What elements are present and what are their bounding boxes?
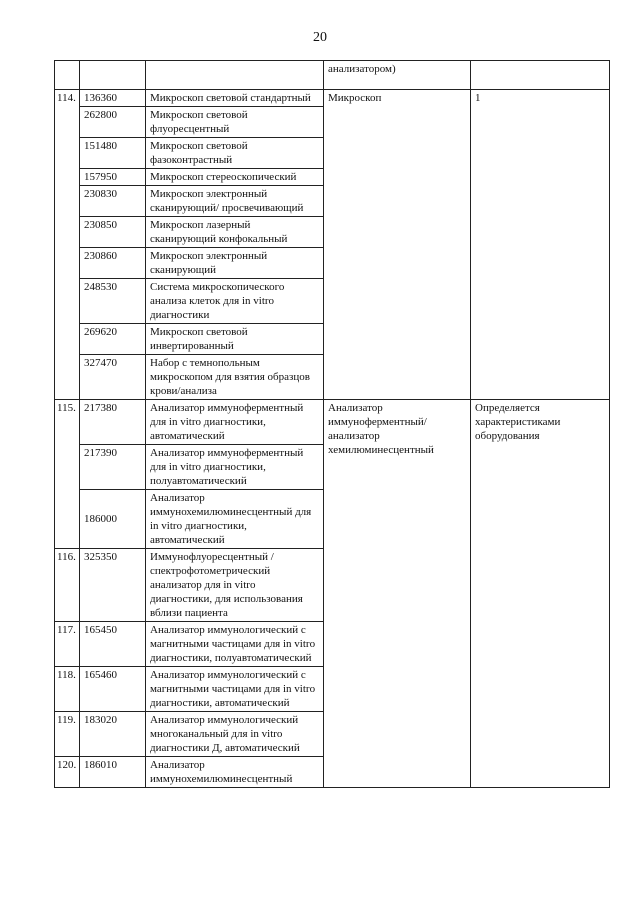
row-number: 120. [55, 757, 80, 788]
name-cell: Микроскоп световой инвертированный [146, 324, 324, 355]
code-cell: 248530 [80, 279, 146, 324]
cell-empty [146, 61, 324, 90]
cell-continued-type: анализатором) [324, 61, 471, 90]
code-cell: 327470 [80, 355, 146, 400]
name-cell: Микроскоп световой флуоресцентный [146, 107, 324, 138]
code-cell: 269620 [80, 324, 146, 355]
name-cell: Микроскоп световой стандартный [146, 90, 324, 107]
qty-cell: Определяется характеристиками оборудования [471, 400, 610, 788]
cell-empty [55, 61, 80, 90]
name-cell: Анализатор иммунологический с магнитными частицами для in vitro диагностики, полуавтоматический [146, 622, 324, 667]
name-cell: Микроскоп стереоскопический [146, 169, 324, 186]
name-cell: Анализатор иммуноферментный для in vitro диагностики, автоматический [146, 400, 324, 445]
type-cell: Микроскоп [324, 90, 471, 400]
name-cell: Анализатор иммунохемилюминесцентный для in vitro диагностики, автоматический [146, 490, 324, 549]
row-number: 119. [55, 712, 80, 757]
name-cell: Микроскоп электронный сканирующий [146, 248, 324, 279]
equipment-table [54, 60, 610, 788]
page-number: 20 [313, 30, 327, 45]
table-row [55, 90, 610, 107]
row-number: 114. [55, 90, 80, 400]
continuation-row [55, 61, 610, 90]
code-cell: 230860 [80, 248, 146, 279]
name-cell: Иммунофлуоресцентный /спектрофотометрический анализатор для in vitro диагностики, для использования вблизи пациента [146, 549, 324, 622]
code-cell: 262800 [80, 107, 146, 138]
row-number: 117. [55, 622, 80, 667]
code-cell: 217380 [80, 400, 146, 445]
name-cell: Микроскоп лазерный сканирующий конфокальный [146, 217, 324, 248]
type-cell: Анализатор иммуноферментный/ анализатор хемилюминесцентный [324, 400, 471, 788]
name-cell: Система микроскопического анализа клеток для in vitro диагностики [146, 279, 324, 324]
name-cell: Микроскоп электронный сканирующий/ просвечивающий [146, 186, 324, 217]
code-cell: 325350 [80, 549, 146, 622]
name-cell: Набор с темнопольным микроскопом для взятия образцов крови/анализа [146, 355, 324, 400]
row-number: 118. [55, 667, 80, 712]
code-cell: 183020 [80, 712, 146, 757]
code-cell: 165450 [80, 622, 146, 667]
code-cell: 151480 [80, 138, 146, 169]
code-cell: 186000 [80, 490, 146, 549]
row-number: 116. [55, 549, 80, 622]
code-cell: 136360 [80, 90, 146, 107]
code-cell: 230830 [80, 186, 146, 217]
code-cell: 217390 [80, 445, 146, 490]
name-cell: Анализатор иммунологический многоканальный для in vitro диагностики Д, автоматический [146, 712, 324, 757]
qty-cell: 1 [471, 90, 610, 400]
cell-empty [80, 61, 146, 90]
name-cell: Микроскоп световой фазоконтрастный [146, 138, 324, 169]
table-row [55, 400, 610, 445]
name-cell: Анализатор иммунохемилюминесцентный [146, 757, 324, 788]
row-number: 115. [55, 400, 80, 549]
code-cell: 186010 [80, 757, 146, 788]
cell-empty [471, 61, 610, 90]
code-cell: 230850 [80, 217, 146, 248]
code-cell: 165460 [80, 667, 146, 712]
code-cell: 157950 [80, 169, 146, 186]
name-cell: Анализатор иммуноферментный для in vitro диагностики, полуавтоматический [146, 445, 324, 490]
name-cell: Анализатор иммунологический с магнитными частицами для in vitro диагностики, автоматический [146, 667, 324, 712]
